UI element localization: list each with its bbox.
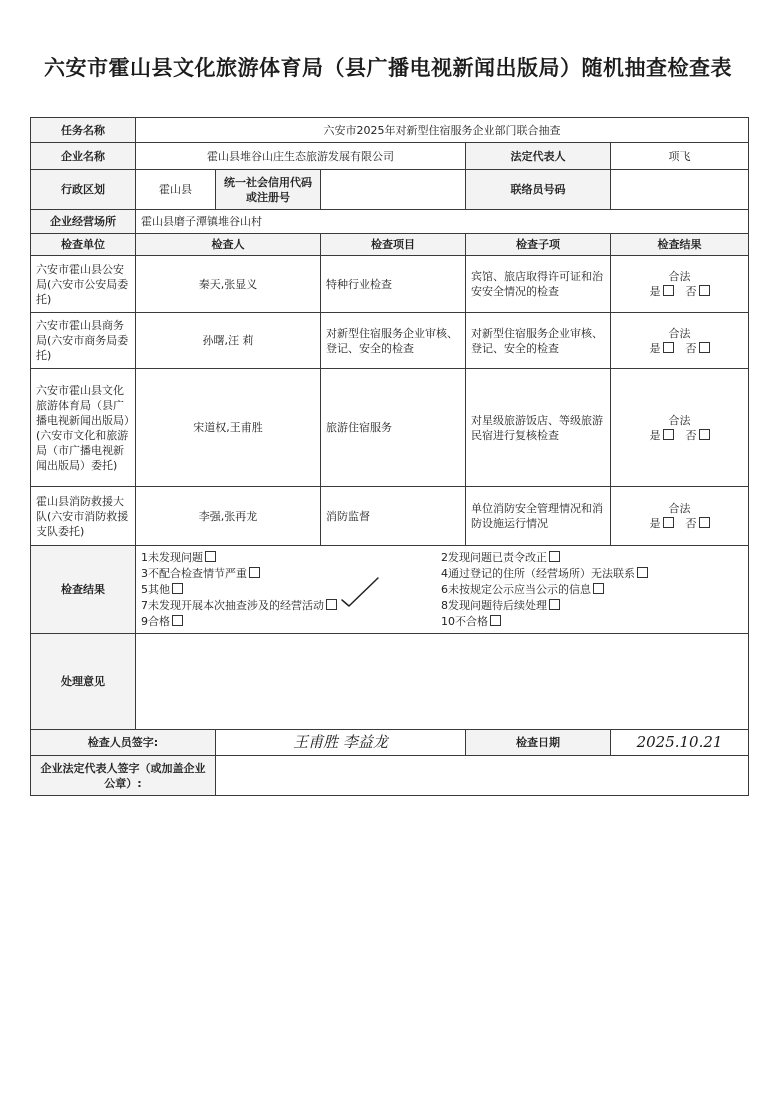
result-option-9: 9合格 [141,614,441,630]
row-subitem: 对星级旅游饭店、等级旅游民宿进行复核检查 [466,369,611,487]
table-row [31,369,749,487]
task-label: 任务名称 [31,118,136,143]
legal-label: 合法 [668,413,691,427]
inspector-signature-label: 检查人员签字: [31,730,216,756]
row-person: 秦天,张显义 [136,256,321,313]
yes-label: 是 [649,341,661,355]
result-checkbox-checked[interactable] [326,599,337,610]
yes-label: 是 [649,517,661,530]
result-checkbox[interactable] [549,599,560,610]
no-checkbox[interactable] [699,429,710,440]
row-person: 李强,张再龙 [136,487,321,546]
company-row [31,143,749,170]
rep-signature-label: 企业法定代表人签字（或加盖企业公章）: [31,756,216,796]
company-label: 企业名称 [31,143,136,170]
yes-label: 是 [649,428,661,442]
result-checkbox[interactable] [637,567,648,578]
no-label: 否 [685,428,697,442]
row-item: 旅游住宿服务 [321,369,466,487]
check-result-right-column [441,550,741,630]
page-title: 六安市霍山县文化旅游体育局（县广播电视新闻出版局）随机抽查检查表 [44,56,732,80]
check-result-row [31,546,749,634]
legal-label: 合法 [668,326,691,340]
rep-signature-row [31,756,749,796]
no-checkbox[interactable] [699,285,710,296]
result-option-10: 10不合格 [441,614,741,630]
header-result: 检查结果 [611,234,749,256]
yes-label: 是 [649,285,661,298]
no-label: 否 [685,341,697,355]
inspection-date-label: 检查日期 [466,730,611,756]
row-unit: 六安市霍山县文化旅游体育局（县广播电视新闻出版局）(六安市文化和旅游局（市广播电视新闻出版局）委托) [31,369,136,487]
region-label: 行政区划 [31,170,136,210]
result-option-4: 4通过登记的住所（经营场所）无法联系 [441,566,741,582]
liaison-value [611,170,749,210]
row-subitem: 对新型住宿服务企业审核、登记、安全的检查 [466,313,611,369]
row-result [611,487,749,546]
header-person: 检查人 [136,234,321,256]
result-checkbox[interactable] [172,615,183,626]
no-checkbox[interactable] [699,517,710,528]
row-result [611,313,749,369]
address-row [31,210,749,234]
result-option-6: 6未按规定公示应当公示的信息 [441,582,741,598]
row-unit: 霍山县消防救援大队(六安市消防救援支队委托) [31,487,136,546]
result-option-1: 1未发现问题 [141,550,441,566]
inspection-date-value: 2025.10.21 [611,730,749,756]
opinion-row [31,634,749,730]
row-unit: 六安市霍山县商务局(六安市商务局委托) [31,313,136,369]
result-option-7: 7未发现开展本次抽查涉及的经营活动 [141,598,441,614]
address-value: 霍山县磨子潭镇堆谷山村 [136,210,749,234]
liaison-label: 联络员号码 [466,170,611,210]
credit-code-value [321,170,466,210]
no-label: 否 [685,517,697,530]
row-item: 对新型住宿服务企业审核、登记、安全的检查 [321,313,466,369]
result-checkbox[interactable] [249,567,260,578]
address-label: 企业经营场所 [31,210,136,234]
header-item: 检查项目 [321,234,466,256]
region-value: 霍山县 [136,170,216,210]
inspector-signature-row [31,730,749,756]
rep-signature-value [216,756,749,796]
company-value: 霍山县堆谷山庄生态旅游发展有限公司 [136,143,466,170]
row-unit: 六安市霍山县公安局(六安市公安局委托) [31,256,136,313]
table-row [31,487,749,546]
header-subitem: 检查子项 [466,234,611,256]
legal-rep-value: 项飞 [611,143,749,170]
table-row [31,313,749,369]
header-unit: 检查单位 [31,234,136,256]
row-item: 特种行业检查 [321,256,466,313]
inspector-signature: 王甫胜 李益龙 [216,730,466,756]
checkmark-icon [340,576,380,608]
check-result-left-column [141,550,441,630]
result-option-3: 3不配合检查情节严重 [141,566,441,582]
task-value: 六安市2025年对新型住宿服务企业部门联合抽查 [136,118,749,143]
row-subitem: 宾馆、旅店取得许可证和治安安全情况的检查 [466,256,611,313]
result-checkbox[interactable] [205,551,216,562]
result-option-5: 5其他 [141,582,441,598]
table-row [31,256,749,313]
result-option-2: 2发现问题已责令改正 [441,550,741,566]
opinion-value [136,634,749,730]
legal-label: 合法 [668,502,691,515]
check-result-options [136,546,749,634]
row-person: 宋道权,王甫胜 [136,369,321,487]
no-checkbox[interactable] [699,342,710,353]
credit-code-label: 统一社会信用代码或注册号 [216,170,321,210]
row-result [611,256,749,313]
result-checkbox[interactable] [549,551,560,562]
task-row [31,118,749,143]
yes-checkbox[interactable] [663,342,674,353]
row-person: 孙曙,汪 莉 [136,313,321,369]
legal-label: 合法 [668,270,691,283]
check-result-label: 检查结果 [31,546,136,634]
result-checkbox[interactable] [593,583,604,594]
opinion-label: 处理意见 [31,634,136,730]
row-result [611,369,749,487]
region-row [31,170,749,210]
result-checkbox[interactable] [172,583,183,594]
row-subitem: 单位消防安全管理情况和消防设施运行情况 [466,487,611,546]
yes-checkbox[interactable] [663,429,674,440]
header-row [31,234,749,256]
yes-checkbox[interactable] [663,285,674,296]
row-item: 消防监督 [321,487,466,546]
no-label: 否 [685,285,697,298]
result-checkbox[interactable] [490,615,501,626]
legal-rep-label: 法定代表人 [466,143,611,170]
yes-checkbox[interactable] [663,517,674,528]
inspection-form [30,117,749,796]
result-option-8: 8发现问题待后续处理 [441,598,741,614]
